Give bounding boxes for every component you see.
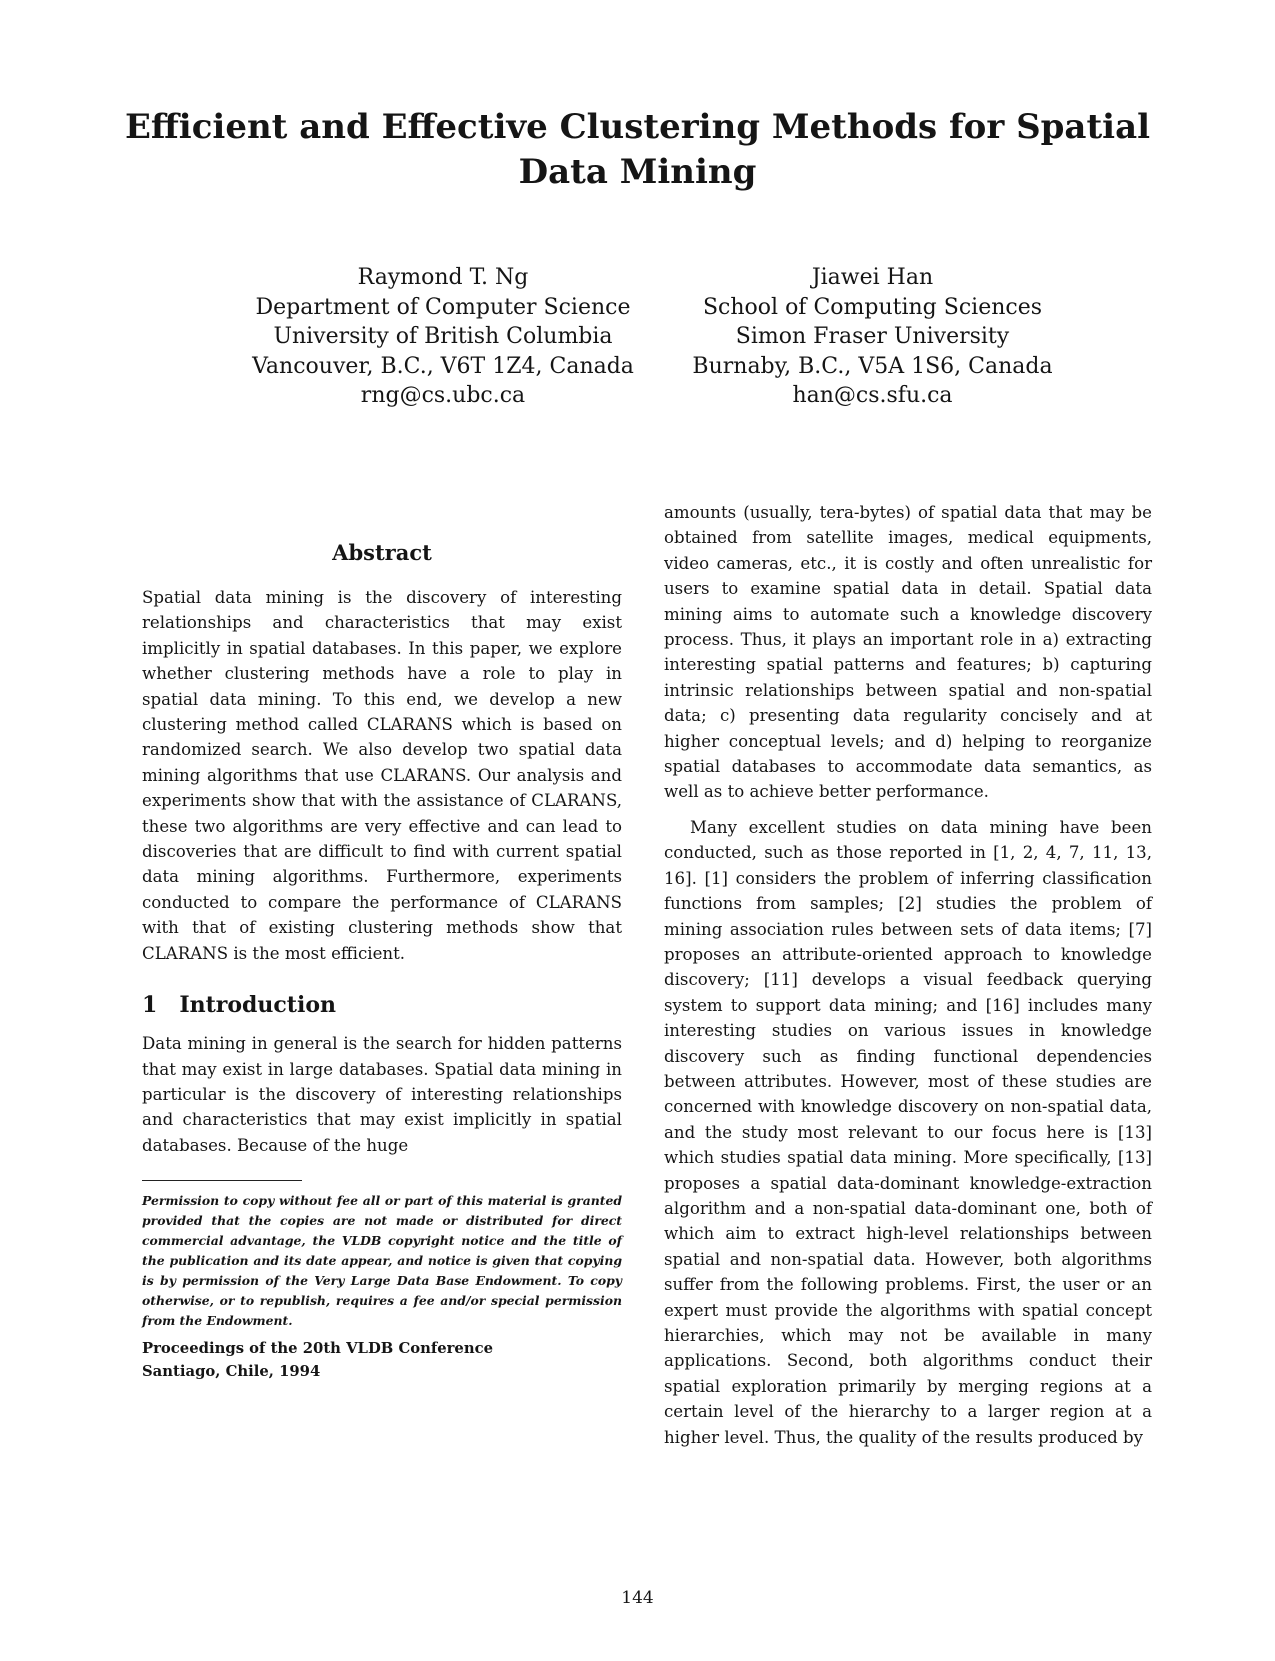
- right-column: [664, 500, 1152, 1450]
- author-location: Burnaby, B.C., V5A 1S6, Canada: [692, 353, 1053, 379]
- intro-paragraph-left: Data mining in general is the search for hidden patterns that may exist in large databases. Spatial data mining in particular is the discovery of interesting relationships and characteristics that may exist implicitly in spatial databases. Because of the huge: [142, 1034, 622, 1155]
- intro-paragraph-right-1: amounts (usually, tera-bytes) of spatial data that may be obtained from satellite images, medical equipments, video cameras, etc., it is costly and often unrealistic for users to examine spatial data in detail. Spatial data mining aims to automate such a knowledge discovery process. Thus, it plays an important role in a) extracting interesting spatial patterns and features; b) capturing intrinsic relationships between spatial and non-spatial data; c) presenting data regularity concisely and at higher conceptual levels; and d) helping to reorganize spatial databases to accommodate data semantics, as well as to achieve better performance.: [664, 503, 1152, 802]
- footnote-divider: [142, 1180, 302, 1181]
- author-email: han@cs.sfu.ca: [792, 383, 953, 408]
- copyright-footnote: Permission to copy without fee all or part of this material is granted provided that the copies are not made or distributed for direct commercial advantage, the VLDB copyright notice and the title of the publication and its date appear, and notice is given that copying is by permission of the Very Large Data Base Endowment. To copy otherwise, or to republish, requires a fee and/or special permission from the Endowment.: [142, 1193, 622, 1329]
- page-number: 144: [621, 1588, 654, 1608]
- section-title: Introduction: [179, 992, 336, 1019]
- author-institution: Simon Fraser University: [735, 324, 1010, 349]
- intro-paragraph-right-2: Many excellent studies on data mining have been conducted, such as those reported in [1, 2, 4, 7, 11, 13, 16]. [1] considers the problem of inferring classification functions from samples; [2] studies the problem of mining association rules between sets of data items; [7] proposes an attribute-oriented approach to knowledge discovery; [11] develops a visual feedback querying system to support data mining; and [16] includes many interesting studies on various issues in knowledge discovery such as finding functional dependencies between attributes. However, most of these studies are concerned with knowledge discovery on non-spatial data, and the study most relevant to our focus here is [13] which studies spatial data mining. More specifically, [13] proposes a spatial data-dominant knowledge-extraction algorithm and a non-spatial data-dominant one, both of which aim to extract high-level relationships between spatial and non-spatial data. However, both algorithms suffer from the following problems. First, the user or an expert must provide the algorithms with spatial concept hierarchies, which may not be available in many applications. Second, both algorithms conduct their spatial exploration primarily by merging regions at a certain level of the hierarchy to a larger region at a higher level. Thus, the quality of the results produced by: [664, 817, 1152, 1447]
- abstract-text: Spatial data mining is the discovery of interesting relationships and characteristics that may exist implicitly in spatial databases. In this paper, we explore whether clustering methods have a role to play in spatial data mining. To this end, we develop a new clustering method called CLARANS which is based on randomized search. We also develop two spatial data mining algorithms that use CLARANS. Our analysis and experiments show that with the assistance of CLARANS, these two algorithms are very effective and can lead to discoveries that are difficult to find with current spatial data mining algorithms. Furthermore, experiments conducted to compare the performance of CLARANS with that of existing clustering methods show that CLARANS is the most efficient.: [142, 588, 622, 963]
- proceedings-line-2: Santiago, Chile, 1994: [142, 1363, 321, 1381]
- author-name: Raymond T. Ng: [357, 265, 529, 290]
- author-department: School of Computing Sciences: [702, 294, 1043, 320]
- section-number: 1: [142, 992, 158, 1019]
- author-block-han: [645, 263, 1100, 411]
- abstract-heading: Abstract: [332, 540, 432, 565]
- proceedings-info: [142, 1337, 622, 1383]
- author-block-ng: [218, 263, 668, 411]
- author-name: Jiawei Han: [811, 265, 934, 290]
- paper-title: Efficient and Effective Clustering Methods for Spatial Data Mining: [124, 107, 1151, 192]
- left-column: [142, 540, 622, 1383]
- author-email: rng@cs.ubc.ca: [360, 383, 526, 408]
- author-institution: University of British Columbia: [273, 324, 613, 349]
- author-location: Vancouver, B.C., V6T 1Z4, Canada: [252, 353, 634, 379]
- proceedings-line-1: Proceedings of the 20th VLDB Conference: [142, 1340, 494, 1358]
- author-department: Department of Computer Science: [255, 294, 631, 320]
- section-heading-introduction: [142, 992, 622, 1018]
